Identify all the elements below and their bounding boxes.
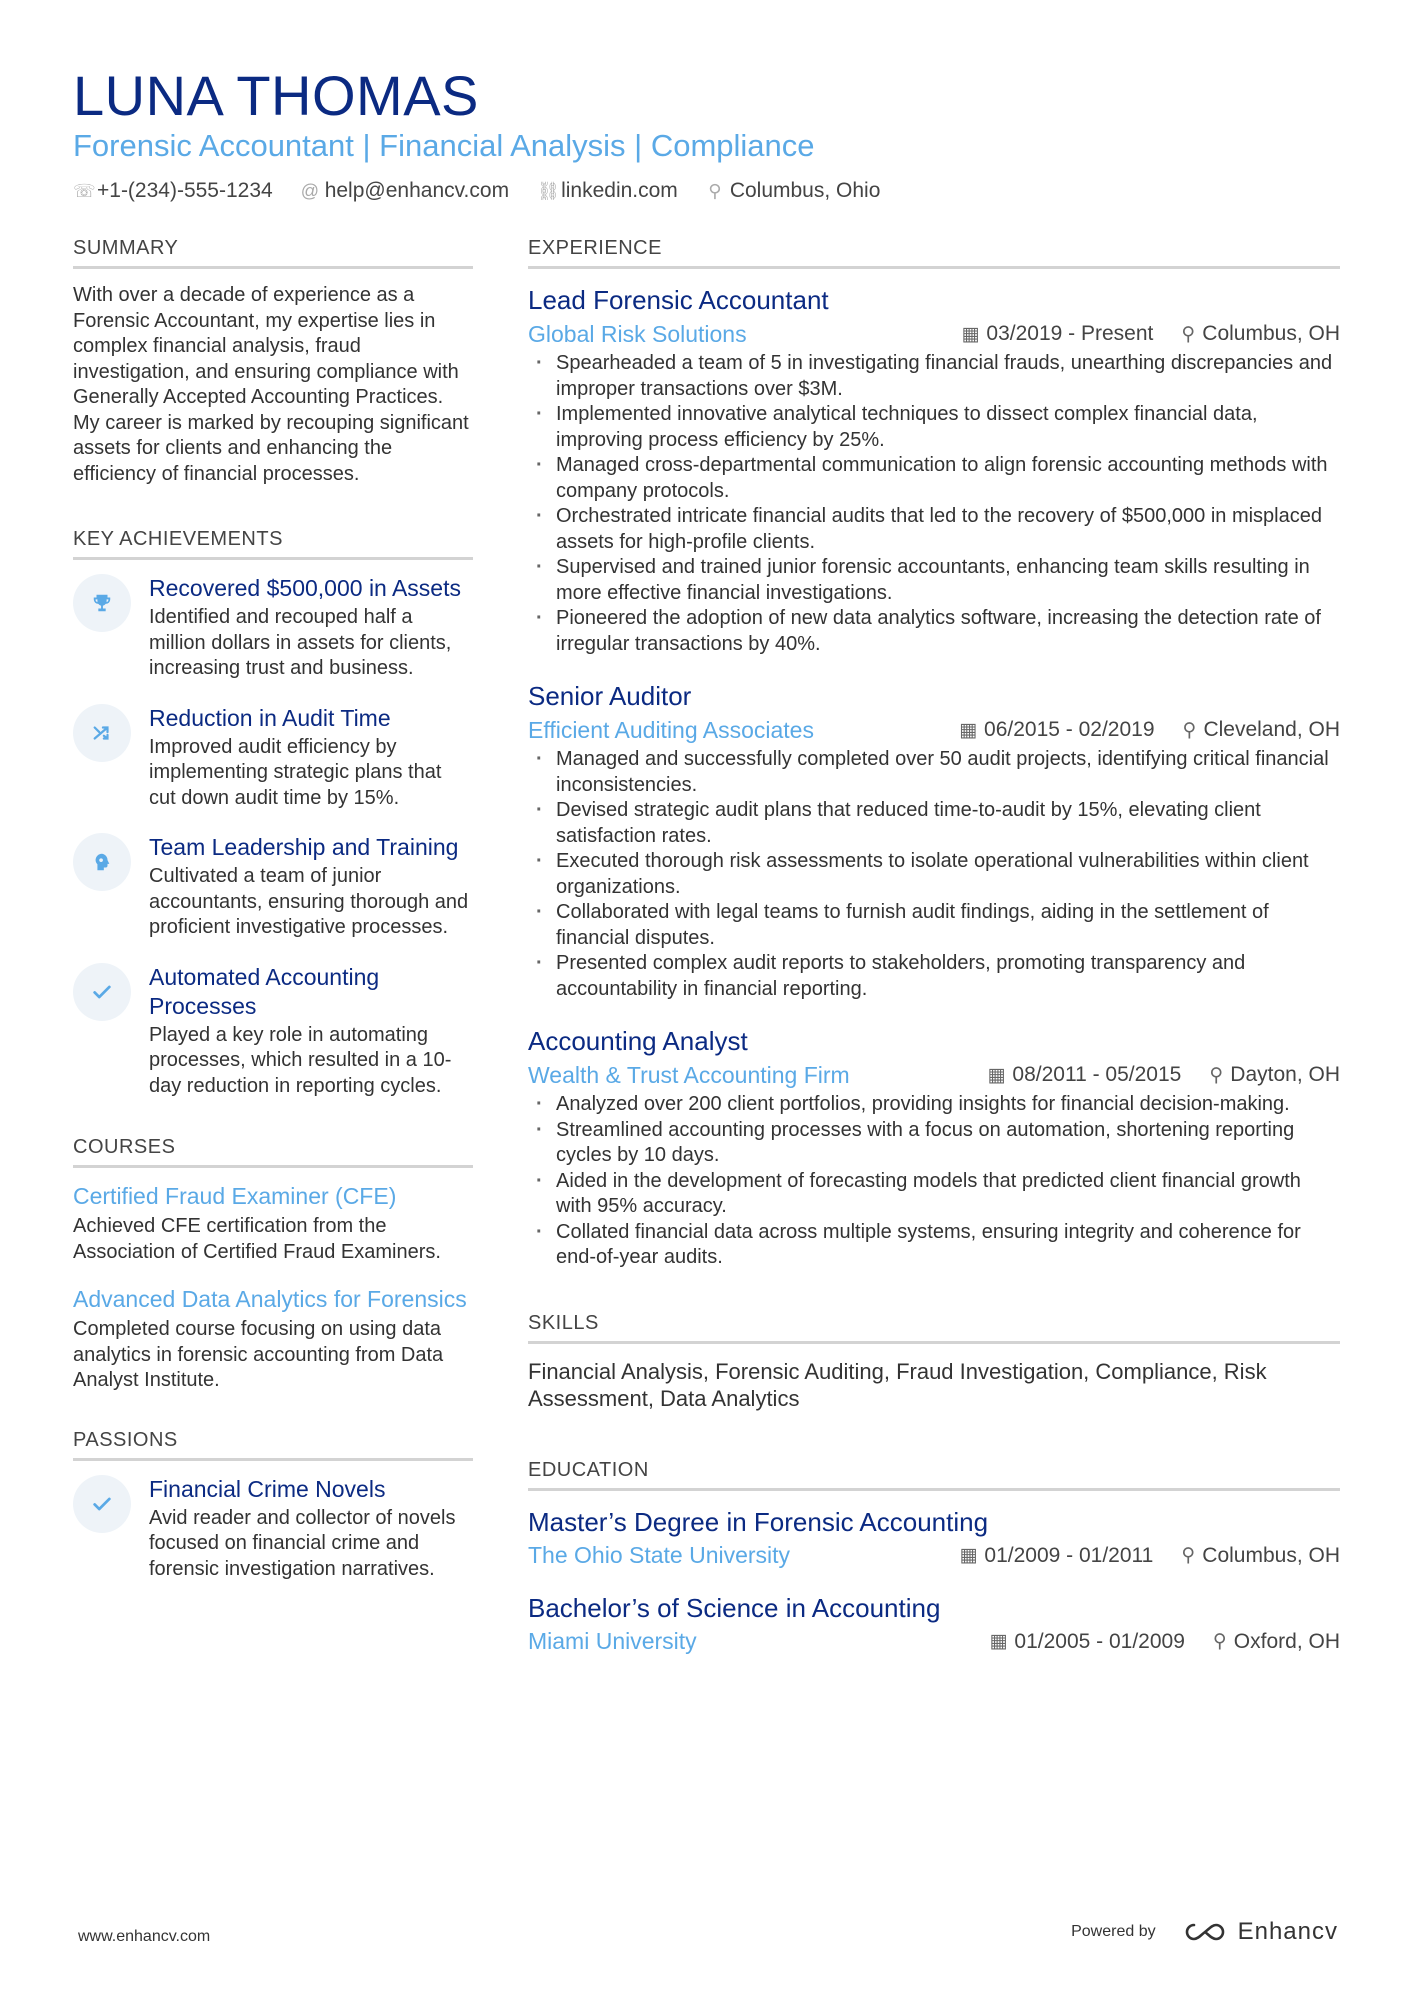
job-location: Columbus, OH — [1202, 322, 1340, 345]
phone-icon: ☏ — [73, 180, 96, 201]
skills-heading: SKILLS — [528, 1311, 1340, 1344]
location-icon: ⚲ — [1209, 1064, 1224, 1086]
achievement-item — [73, 963, 473, 1100]
right-column — [528, 236, 1340, 1677]
job-location: Dayton, OH — [1230, 1063, 1340, 1086]
location-icon: ⚲ — [1212, 1631, 1227, 1652]
job-entry — [528, 1024, 1340, 1271]
skills-list: Financial Analysis, Forensic Auditing, Fraud Investigation, Compliance, Risk Assessment, Data Analytics — [528, 1358, 1267, 1411]
checkmark-icon — [73, 1475, 131, 1533]
summary-text: With over a decade of experience as a Forensic Accountant, my expertise lies in complex financial analysis, fraud investigation, and ensuring compliance with Generally Accepted Accounting Practices. My career is marked by recouping significant assets for clients and enhancing the efficiency of financial processes. — [73, 284, 469, 485]
job-bullets — [528, 747, 1340, 1002]
job-bullet: · Supervised and trained junior forensic accountants, enhancing team skills resulting in more effective financial investigations. — [528, 555, 1340, 606]
job-entry — [528, 679, 1340, 1002]
school-name: Miami University — [528, 1628, 697, 1654]
company-name: Wealth & Trust Accounting Firm — [528, 1061, 850, 1088]
job-bullet: · Executed thorough risk assessments to isolate operational vulnerabilities within client organizations. — [528, 849, 1340, 900]
headline: Forensic Accountant | Financial Analysis | Compliance — [73, 128, 815, 163]
location-icon: ⚲ — [708, 180, 722, 201]
job-title: Accounting Analyst — [528, 1026, 748, 1056]
company-name: Global Risk Solutions — [528, 320, 747, 347]
achievement-title: Team Leadership and Training — [149, 834, 459, 860]
location-icon: ⚲ — [1181, 323, 1196, 345]
powered-by-label: Powered by — [1071, 1923, 1156, 1940]
course-desc: Achieved CFE certification from the Association of Certified Fraud Examiners. — [73, 1215, 441, 1263]
footer-website[interactable]: www.enhancv.com — [78, 1928, 211, 1945]
education-heading: EDUCATION — [528, 1458, 1340, 1491]
education-dates: 01/2009 - 01/2011 — [984, 1543, 1154, 1567]
calendar-icon: ▦ — [959, 719, 978, 741]
job-bullets — [528, 351, 1340, 657]
infinity-icon — [1182, 1920, 1228, 1944]
head-icon — [73, 833, 131, 891]
achievement-title: Reduction in Audit Time — [149, 704, 391, 731]
brand-name: Enhancv — [1237, 1918, 1338, 1945]
contact-email-text: help@enhancv.com — [324, 179, 510, 202]
job-bullet: · Presented complex audit reports to stakeholders, promoting transparency and accountability in financial reporting. — [528, 951, 1340, 1002]
course-title: Certified Fraud Examiner (CFE) — [73, 1183, 397, 1209]
contact-phone-text: +1-(234)-555-1234 — [97, 179, 273, 202]
location-icon: ⚲ — [1182, 719, 1197, 741]
job-dates: 03/2019 - Present — [986, 322, 1154, 345]
achievement-desc: Identified and recouped half a million dollars in assets for clients, increasing trust and business. — [149, 606, 452, 679]
calendar-icon: ▦ — [989, 1631, 1008, 1652]
contact-email[interactable] — [301, 179, 509, 203]
job-bullet: · Devised strategic audit plans that reduced time-to-audit by 15%, elevating client satisfaction rates. — [528, 798, 1340, 849]
contact-location-text: Columbus, Ohio — [729, 179, 881, 202]
education-location: Oxford, OH — [1233, 1629, 1340, 1653]
achievement-item — [73, 574, 473, 682]
job-bullet: · Spearheaded a team of 5 in investigating financial frauds, unearthing discrepancies and improper transactions over $3M. — [528, 351, 1340, 402]
calendar-icon: ▦ — [959, 1545, 978, 1566]
job-dates: 06/2015 - 02/2019 — [984, 718, 1155, 741]
job-bullet: · Managed and successfully completed over 50 audit projects, identifying critical financial inconsistencies. — [528, 747, 1340, 798]
contact-linkedin-text: linkedin.com — [561, 179, 678, 202]
school-name: The Ohio State University — [528, 1542, 791, 1568]
job-bullet: · Collaborated with legal teams to furnish audit findings, aiding in the settlement of financial disputes. — [528, 900, 1340, 951]
job-bullet: · Orchestrated intricate financial audits that led to the recovery of $500,000 in misplaced assets for high-profile clients. — [528, 504, 1340, 555]
courses-heading: COURSES — [73, 1135, 473, 1168]
course-desc: Completed course focusing on using data analytics in forensic accounting from Data Analyst Institute. — [73, 1318, 444, 1391]
achievements-heading: KEY ACHIEVEMENTS — [73, 527, 473, 560]
job-title: Senior Auditor — [528, 681, 692, 711]
achievement-item — [73, 704, 473, 812]
education-location: Columbus, OH — [1202, 1543, 1340, 1567]
education-dates: 01/2005 - 01/2009 — [1014, 1629, 1185, 1653]
job-dates: 08/2011 - 05/2015 — [1012, 1063, 1182, 1086]
achievement-title: Recovered $500,000 in Assets — [149, 575, 461, 601]
achievement-desc: Played a key role in automating processes, which resulted in a 10-day reduction in reporting cycles. — [149, 1023, 452, 1097]
calendar-icon: ▦ — [987, 1064, 1006, 1086]
job-bullet: · Collated financial data across multiple systems, ensuring integrity and coherence for end-of-year audits. — [528, 1220, 1340, 1271]
job-entry — [528, 283, 1340, 657]
passion-desc: Avid reader and collector of novels focused on financial crime and forensic investigation narratives. — [149, 1506, 456, 1580]
job-bullet: · Aided in the development of forecasting models that predicted client financial growth with 95% accuracy. — [528, 1169, 1340, 1220]
achievement-desc: Improved audit efficiency by implementing strategic plans that cut down audit time by 15%. — [149, 735, 442, 809]
enhancv-logo[interactable] — [1182, 1918, 1338, 1946]
at-icon: @ — [300, 180, 319, 201]
job-bullet: · Pioneered the adoption of new data analytics software, increasing the detection rate of irregular transactions by 40%. — [528, 606, 1340, 657]
education-entry — [528, 1505, 1340, 1573]
job-title: Lead Forensic Accountant — [528, 285, 829, 315]
job-bullet: · Analyzed over 200 client portfolios, providing insights for financial decision-making. — [528, 1092, 1340, 1118]
degree-title: Bachelor’s of Science in Accounting — [528, 1592, 941, 1623]
contact-bar — [73, 176, 908, 206]
job-bullet: · Streamlined accounting processes with a focus on automation, shortening reporting cycles by 10 days. — [528, 1118, 1340, 1169]
achievement-item — [73, 833, 473, 941]
contact-linkedin[interactable] — [537, 179, 678, 203]
course-item — [73, 1285, 473, 1394]
achievement-title: Automated Accounting Processes — [149, 963, 380, 1019]
achievement-desc: Cultivated a team of junior accountants, ensuring thorough and proficient investigative processes. — [149, 865, 469, 938]
degree-title: Master’s Degree in Forensic Accounting — [528, 1506, 989, 1537]
passion-title: Financial Crime Novels — [149, 1475, 386, 1502]
location-icon: ⚲ — [1181, 1545, 1196, 1566]
education-entry — [528, 1591, 1340, 1659]
checkmark-icon — [73, 963, 131, 1021]
job-location: Cleveland, OH — [1203, 718, 1340, 741]
candidate-name: LUNA THOMAS — [73, 64, 479, 127]
job-bullet: · Implemented innovative analytical techniques to dissect complex financial data, improving process efficiency by 25%. — [528, 402, 1340, 453]
passions-heading: PASSIONS — [73, 1428, 473, 1461]
company-name: Efficient Auditing Associates — [528, 716, 814, 743]
experience-heading: EXPERIENCE — [528, 236, 1340, 269]
course-title: Advanced Data Analytics for Forensics — [73, 1286, 467, 1312]
job-bullet: · Managed cross-departmental communication to align forensic accounting methods with company protocols. — [528, 453, 1340, 504]
shuffle-icon — [73, 704, 131, 762]
job-bullets — [528, 1092, 1340, 1271]
trophy-icon — [73, 574, 131, 632]
passion-item — [73, 1475, 473, 1583]
contact-phone[interactable] — [73, 179, 273, 203]
calendar-icon: ▦ — [961, 323, 980, 345]
summary-heading: SUMMARY — [73, 236, 473, 269]
course-item — [73, 1182, 473, 1265]
link-icon: ⛓ — [537, 180, 560, 201]
footer-branding — [1071, 1918, 1338, 1946]
left-column — [73, 236, 473, 1604]
contact-location — [706, 179, 881, 203]
